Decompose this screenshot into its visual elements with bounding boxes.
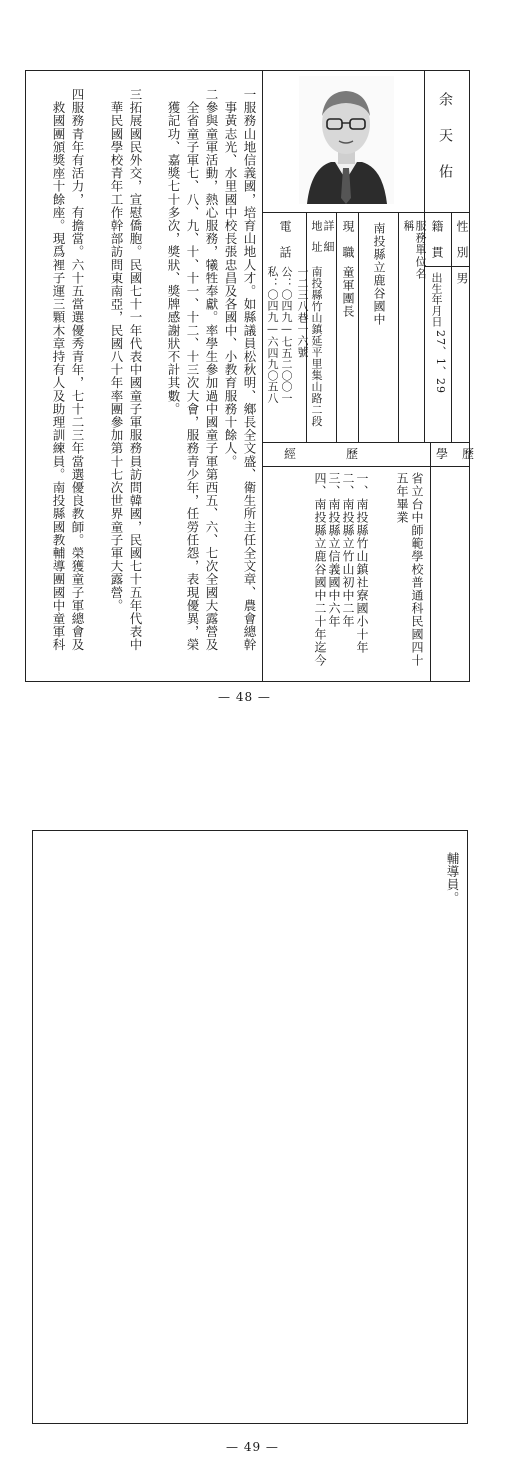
body-col-8: 四服務青年有活力，有擔當。六十五當選優秀青年，七十二三年當選優良教師。榮獲童子軍總會及 (70, 88, 85, 652)
birth-value-text: 27、1、29 (434, 330, 447, 394)
education-line-2: 五年畢業 (395, 472, 409, 524)
education-label (436, 448, 488, 461)
birth-label: 出生年月日 (430, 272, 443, 327)
person-name: 余天佑 (437, 92, 453, 200)
body-col-3: 二參與童軍活動，熱心服務，犧牲奉獻。率學生參加過中國童子軍第西五、六、七次全國大露營及 (204, 88, 219, 652)
continuation-text: 輔導員。 (445, 852, 460, 905)
table-divider (262, 70, 263, 682)
gender-label: 性別 (455, 220, 469, 272)
body-col-4: 全省童子軍七、八、九、十、十一、十二、十三次大會，服務青少年，任勞任怨，表現優異，榮 (185, 88, 200, 652)
body-col-1: 一服務山地信義國，培育山地人才。如縣議員松秋明、鄉長全文盛、衛生所主任全文章、農會總幹 (242, 88, 257, 652)
grid-col-5 (336, 212, 337, 442)
phone-home: 私：〇四九—六四九〇五八 (266, 266, 279, 404)
grid-col-3 (398, 212, 399, 442)
phone-label: 電話 (278, 220, 292, 272)
gender-value: 男 (455, 272, 469, 285)
edu-exp-label-rule (262, 466, 470, 467)
experience-item-1: 一、南投縣竹山鎮社寮國小十年 (355, 472, 369, 654)
body-col-6: 三拓展國民外交，宣慰僑胞。民國七十一年代表中國童子軍服務員訪問韓國，民國七十五年代表中 (128, 88, 143, 652)
unit-value: 南投縣立鹿谷國中 (372, 222, 386, 326)
page-number-49: — 49 — (226, 1440, 279, 1454)
edu-exp-split (430, 442, 431, 682)
phone-office: 公：〇四九—七五二〇〇一 (280, 266, 293, 404)
birth-value (430, 330, 450, 400)
body-col-5: 獲記功、嘉獎七十多次，獎狀、獎牌感謝狀不計其數。 (166, 88, 181, 416)
body-col-2: 事黃志光、水里國中校長張忠昌及各國中、小教育服務十餘人。 (223, 88, 238, 468)
position-label: 現職 (341, 220, 355, 272)
address-label: 詳細地址 (310, 220, 335, 262)
page-number-48: — 48 — (218, 690, 271, 704)
address-value-1: 南投縣竹山鎮延平里集山路二段 (310, 266, 323, 427)
portrait-image (299, 76, 394, 204)
position-value: 童軍團長 (341, 266, 355, 318)
experience-item-4: 四、南投縣立鹿谷國中二十年迄今 (313, 472, 327, 667)
education-line-1: 省立台中師範學校普通科民國四十 (410, 472, 424, 667)
experience-item-3: 三、南投縣立信義國中六年 (327, 472, 341, 628)
experience-label-text: 經歷 (283, 447, 408, 461)
experience-item-2: 二、南投縣立竹山初中二年 (341, 472, 355, 628)
education-label-text: 學歷 (436, 447, 489, 461)
info-bottom-rule (262, 442, 470, 443)
native-label: 籍貫 (430, 220, 444, 272)
experience-label (268, 448, 424, 461)
name-col-rule (424, 70, 425, 212)
page-49-frame (32, 830, 468, 1424)
address-value-2: 一二三八巷一六號 (296, 266, 309, 358)
grid-col-1 (451, 212, 452, 442)
body-col-9: 救國團頒獎座十餘座。現爲裡子運三顆木章持有人及助理訓練員。南投縣國教輔導團國中童軍科 (51, 88, 66, 652)
grid-col-4 (358, 212, 359, 442)
body-col-7: 華民國學校青年工作幹部訪問東南亞，民國八十年率團參加第十七次世界童子軍大露營。 (109, 88, 124, 612)
unit-label: 服務單位名稱 (402, 220, 427, 280)
name-row-rule (262, 212, 470, 213)
portrait-photo (299, 76, 394, 204)
